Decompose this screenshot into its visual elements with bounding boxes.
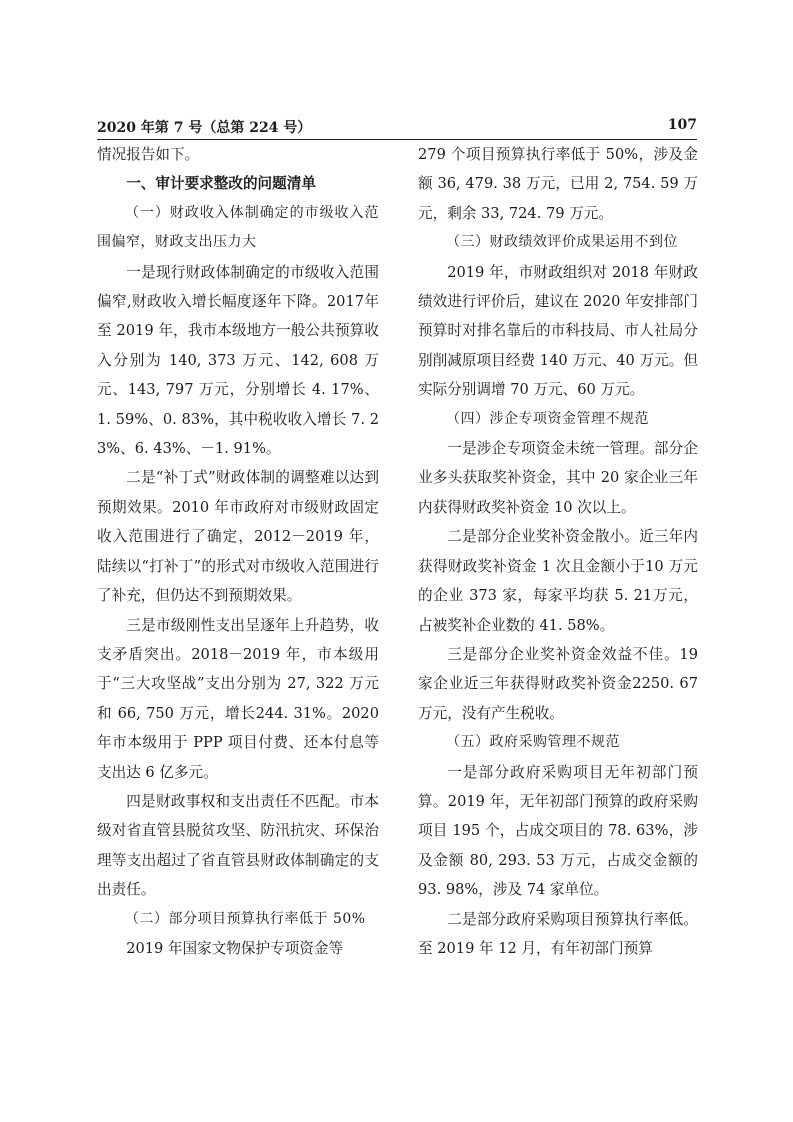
paragraph: 279 个项目预算执行率低于 50%，涉及金额 36, 479. 38 万元，已用 2, 754. 59 万元，剩余 33, 724. 79 万元。 xyxy=(418,146,698,222)
paragraph: 二是部分企业奖补资金散小。近三年内获得财政奖补资金 1 次且金额小于10 万元的企业 373 家，每家平均获 5. 21万元，占被奖补企业数的 41. 58%。 xyxy=(418,528,698,634)
subsection-heading: （四）涉企专项资金管理不规范 xyxy=(446,410,649,427)
paragraph: 三是部分企业奖补资金效益不佳。19 家企业近三年获得财政奖补资金2250. 67 万元，没有产生税收。 xyxy=(418,645,698,722)
paragraph: 2019 年国家文物保护专项资金等 xyxy=(126,939,344,957)
paragraph: 情况报告如下。 xyxy=(97,146,200,163)
page-header xyxy=(97,113,697,140)
paragraph: 三是市级刚性支出呈逐年上升趋势，收支矛盾突出。2018－2019 年，市本级用于“三大攻坚战”支出分别为 27, 322 万元和 66, 750 万元，增长244. 31%。2020 年市本级用于 PPP 项目付费、还本付息等支出达 6 亿多元。 xyxy=(97,616,379,781)
subsection-heading: （五）政府采购管理不规范 xyxy=(446,734,620,751)
left-column xyxy=(97,140,379,963)
paragraph: 四是财政事权和支出责任不匹配。市本级对省直管县脱贫攻坚、防汛抗灾、环保治理等支出超过了省直管县财政体制确定的支出责任。 xyxy=(97,792,379,899)
paragraph: 二是部分政府采购项目预算执行率低。至 2019 年 12 月，有年初部门预算 xyxy=(418,910,698,957)
paragraph: 2019 年，市财政组织对 2018 年财政绩效进行评价后，建议在 2020 年安排部门预算时对排名靠后的市科技局、市人社局分别削减原项目经费 140 万元、40 万元。但实际分别调增 70 万元、60 万元。 xyxy=(418,263,698,399)
paragraph: 一是部分政府采购项目无年初部门预算。2019 年，无年初部门预算的政府采购项目 195 个，占成交项目的 78. 63%，涉及金额 80, 293. 53 万元，占成交金额的 93. 98%，涉及 74 家单位。 xyxy=(418,763,698,899)
issue-label: 2020 年第 7 号（总第 224 号） xyxy=(97,120,312,136)
subsection-heading: （二）部分项目预算执行率低于 50% xyxy=(125,910,366,927)
subsection-heading: （一）财政收入体制确定的市级收入范围偏窄，财政支出压力大 xyxy=(97,204,379,251)
paragraph: 二是“补丁式”财政体制的调整难以达到预期效果。2010 年市政府对市级财政固定收入范围进行了确定，2012－2019 年，陆续以“打补丁”的形式对市级收入范围进行了补充，但仍达不到预期效果。 xyxy=(97,469,379,605)
paragraph: 一是涉企专项资金未统一管理。部分企业多头获取奖补资金，其中 20 家企业三年内获得财政奖补资金 10 次以上。 xyxy=(418,440,698,516)
paragraph: 一是现行财政体制确定的市级收入范围偏窄,财政收入增长幅度逐年下降。2017年至 2019 年，我市本级地方一般公共预算收入分别为 140, 373 万元、142, 608 万元、143, 797 万元，分别增长 4. 17%、1. 59%、0. 83%，其中税收收入增长 7. 23%、6. 43%、－1. 91%。 xyxy=(97,263,379,458)
section-heading: 一、审计要求整改的问题清单 xyxy=(126,175,316,193)
subsection-heading: （三）财政绩效评价成果运用不到位 xyxy=(446,234,678,251)
right-column xyxy=(418,140,698,963)
page-number: 107 xyxy=(667,117,697,133)
